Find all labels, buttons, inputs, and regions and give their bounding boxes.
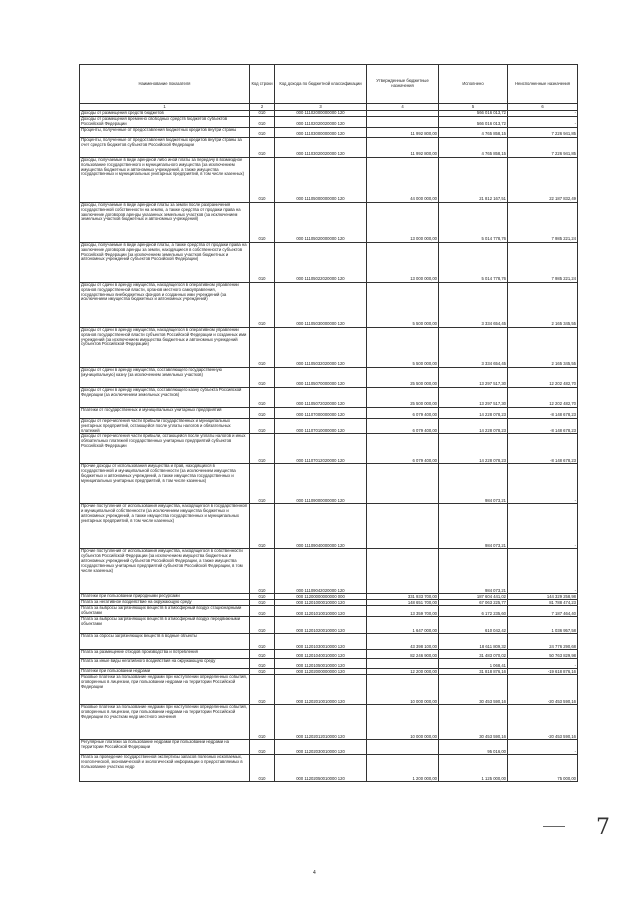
cell-name: Плата за размещение отходов производства и потребления xyxy=(80,650,250,659)
cell-approved: 44 000 000,00 xyxy=(367,157,439,202)
cell-done: 1 068,41 xyxy=(439,659,508,669)
cell-code: 010 xyxy=(250,242,275,282)
table-row xyxy=(80,600,578,606)
cell-bcode: 000 11107000000000 120 xyxy=(275,407,367,418)
cell-approved: 25 500 000,00 xyxy=(367,367,439,387)
cell-bcode: 000 11202050010000 120 xyxy=(275,755,367,782)
table-row xyxy=(80,594,578,600)
cell-left: - xyxy=(508,740,578,755)
pen-stroke xyxy=(543,826,565,827)
cell-name: Разовые платежи за пользование недрами при наступлении определенных событий, оговоренных в лицензии, при пользовании недрами на территории Российской Федерации xyxy=(80,675,250,705)
cell-bcode: 000 11102000000000 120 xyxy=(275,111,367,117)
cell-approved: 25 500 000,00 xyxy=(367,387,439,407)
cell-done: 31 483 070,02 xyxy=(439,650,508,659)
table-row xyxy=(80,137,578,157)
cell-name: Доходы от перечисления части прибыли государственных и муниципальных унитарных предприятий, остающейся после уплаты налогов и обязательных платежей xyxy=(80,418,250,434)
cell-approved: 6 079 400,00 xyxy=(367,418,439,434)
table-row xyxy=(80,606,578,617)
cell-code: 010 xyxy=(250,650,275,659)
column-number-row xyxy=(80,104,578,111)
cell-approved: 6 079 400,00 xyxy=(367,434,439,464)
cell-code: 010 xyxy=(250,111,275,117)
cell-approved: 6 079 400,00 xyxy=(367,407,439,418)
cell-code: 010 xyxy=(250,659,275,669)
cell-approved: 12 200 000,00 xyxy=(367,669,439,675)
cell-done: 984 073,21 xyxy=(439,504,508,549)
cell-left: - xyxy=(508,504,578,549)
table-row xyxy=(80,549,578,594)
cell-code: 010 xyxy=(250,740,275,755)
cell-done: 566 016 013,72 xyxy=(439,116,508,127)
cell-left: 7 226 941,85 xyxy=(508,127,578,137)
table-row xyxy=(80,504,578,549)
cell-left: 7 985 221,24 xyxy=(508,202,578,242)
cell-left: -8 148 678,23 xyxy=(508,418,578,434)
cell-code: 010 xyxy=(250,157,275,202)
cell-done: 187 604 441,02 xyxy=(439,594,508,600)
table-row xyxy=(80,157,578,202)
cell-left: 81 788 474,23 xyxy=(508,600,578,606)
table-row xyxy=(80,127,578,137)
cell-approved: 5 500 000,00 xyxy=(367,327,439,367)
cell-bcode: 000 11201050010000 120 xyxy=(275,659,367,669)
cell-bcode: 000 11102020020000 120 xyxy=(275,116,367,127)
cell-left: 12 202 482,70 xyxy=(508,387,578,407)
page-number: 4 xyxy=(313,870,316,876)
column-number: 1 xyxy=(80,104,250,111)
cell-approved xyxy=(367,504,439,549)
cell-left: 24 776 290,68 xyxy=(508,634,578,650)
cell-name: Прочие поступления от использования имущества, находящегося в государственной и муниципальной собственности (за исключением имущества бюджетных и автономных учреждений, а также имущества государственных и муниципальных унитарных предприятий, в том числе казенных) xyxy=(80,504,250,549)
column-number: 2 xyxy=(250,104,275,111)
cell-approved: 5 500 000,00 xyxy=(367,282,439,327)
cell-approved xyxy=(367,116,439,127)
table-row xyxy=(80,634,578,650)
cell-code: 010 xyxy=(250,127,275,137)
cell-left: - xyxy=(508,111,578,117)
cell-left: -20 453 590,16 xyxy=(508,675,578,705)
cell-bcode: 000 11105072020000 120 xyxy=(275,387,367,407)
cell-bcode: 000 11109042020000 120 xyxy=(275,549,367,594)
cell-name: Доходы от сдачи в аренду имущества, составляющего казну субъекта Российской Федерации (за исключением земельных участков) xyxy=(80,387,250,407)
cell-left: - xyxy=(508,549,578,594)
header-approved: Утвержденные бюджетные назначения xyxy=(367,65,439,104)
table-row xyxy=(80,755,578,782)
cell-bcode: 000 11105020000000 120 xyxy=(275,202,367,242)
table-body xyxy=(80,111,578,782)
cell-done: 1 125 000,00 xyxy=(439,755,508,782)
header-code: Код строки xyxy=(250,65,275,104)
cell-done: 31 818 876,16 xyxy=(439,669,508,675)
cell-name: Плата за проведение государственной экспертизы запасов полезных ископаемых, геологической, экономической и экологической информации о предоставляемых в пользование участках недр xyxy=(80,755,250,782)
cell-approved: 11 992 800,00 xyxy=(367,127,439,137)
cell-done: 13 297 517,30 xyxy=(439,367,508,387)
cell-left: 7 226 941,85 xyxy=(508,137,578,157)
table-row xyxy=(80,367,578,387)
table-row xyxy=(80,202,578,242)
cell-left: -8 148 678,23 xyxy=(508,407,578,418)
report-sheet xyxy=(79,64,577,782)
cell-name: Доходы от сдачи в аренду имущества, составляющего государственную (муниципальную) казну (за исключением земельных участков) xyxy=(80,367,250,387)
cell-name: Регулярные платежи за пользование недрами при пользовании недрами на территории Российской Федерации xyxy=(80,740,250,755)
cell-name: Платежи от государственных и муниципальных унитарных предприятий xyxy=(80,407,250,418)
cell-done: 30 453 590,16 xyxy=(439,675,508,705)
cell-left: -19 618 876,16 xyxy=(508,669,578,675)
cell-done: 67 063 225,77 xyxy=(439,600,508,606)
cell-code: 010 xyxy=(250,617,275,634)
cell-approved: 13 000 000,00 xyxy=(367,202,439,242)
cell-done: 984 073,21 xyxy=(439,464,508,504)
table-row xyxy=(80,282,578,327)
cell-code: 010 xyxy=(250,327,275,367)
cell-left: - xyxy=(508,464,578,504)
cell-left: 12 202 482,70 xyxy=(508,367,578,387)
cell-bcode: 000 11105022020000 120 xyxy=(275,242,367,282)
cell-code: 010 xyxy=(250,634,275,650)
cell-name: Разовые платежи за пользование недрами при наступлении определенных событий, оговоренных в лицензии, при пользовании недрами на территории Российской Федерации по участкам недр местного значения xyxy=(80,705,250,740)
cell-done: 5 014 778,76 xyxy=(439,202,508,242)
cell-code: 010 xyxy=(250,549,275,594)
cell-done: 5 014 778,76 xyxy=(439,242,508,282)
cell-approved: 148 651 700,00 xyxy=(367,600,439,606)
cell-code: 010 xyxy=(250,504,275,549)
table-row xyxy=(80,434,578,464)
table-row xyxy=(80,111,578,117)
column-number: 3 xyxy=(275,104,367,111)
cell-bcode: 000 11109000000000 120 xyxy=(275,464,367,504)
cell-name: Доходы от размещения средств бюджетов xyxy=(80,111,250,117)
cell-approved: 82 246 900,00 xyxy=(367,650,439,659)
cell-approved xyxy=(367,549,439,594)
cell-left: 7 187 464,40 xyxy=(508,606,578,617)
cell-done: 4 765 858,15 xyxy=(439,127,508,137)
table-row xyxy=(80,418,578,434)
cell-code: 010 xyxy=(250,137,275,157)
cell-approved: 1 647 000,00 xyxy=(367,617,439,634)
cell-code: 010 xyxy=(250,282,275,327)
cell-approved: 10 000 000,00 xyxy=(367,705,439,740)
cell-name: Прочие поступления от использования имущества, находящегося в собственности субъектов Российской Федерации (за исключением имущества бюджетных и автономных учреждений субъектов Российской Федерации, а также имущества государственных унитарных предприятий субъектов Российской Федерации, в том числе казенных) xyxy=(80,549,250,594)
cell-done: 14 228 078,23 xyxy=(439,407,508,418)
cell-bcode: 000 11201040010000 120 xyxy=(275,650,367,659)
cell-left: 2 165 345,55 xyxy=(508,327,578,367)
table-row xyxy=(80,116,578,127)
cell-bcode: 000 11107010000000 120 xyxy=(275,418,367,434)
cell-name: Плата за выбросы загрязняющих веществ в атмосферный воздух передвижными объектами xyxy=(80,617,250,634)
cell-bcode: 000 11105000000000 120 xyxy=(275,157,367,202)
cell-name: Плата за сбросы загрязняющих веществ в водные объекты xyxy=(80,634,250,650)
cell-approved: 11 992 800,00 xyxy=(367,137,439,157)
header-done: Исполнено xyxy=(439,65,508,104)
table-row xyxy=(80,327,578,367)
cell-done: 13 297 517,30 xyxy=(439,387,508,407)
cell-name: Прочие доходы от использования имущества и прав, находящихся в государственной и муниципальной собственности (за исключением имущества бюджетных и автономных учреждений, а также имущества государственных и муниципальных унитарных предприятий, в том числе казенных) xyxy=(80,464,250,504)
cell-done: 30 453 590,16 xyxy=(439,705,508,740)
cell-done: 3 334 654,45 xyxy=(439,327,508,367)
cell-name: Доходы, получаемые в виде арендной либо иной платы за передачу в возмездное пользование государственного и муниципального имущества (за исключением имущества бюджетных и автономных учреждений, а также имущества государственных и муниципальных унитарных предприятий, в том числе казенных) xyxy=(80,157,250,202)
cell-name: Платежи при пользовании природными ресурсами xyxy=(80,594,250,600)
cell-bcode: 000 11202012010000 120 xyxy=(275,705,367,740)
cell-code: 010 xyxy=(250,705,275,740)
cell-approved: 43 398 100,00 xyxy=(367,634,439,650)
header-row xyxy=(80,65,578,104)
cell-bcode: 000 11201000010000 120 xyxy=(275,600,367,606)
cell-approved xyxy=(367,740,439,755)
table-row xyxy=(80,705,578,740)
cell-code: 010 xyxy=(250,600,275,606)
cell-bcode: 000 11107012020000 120 xyxy=(275,434,367,464)
cell-code: 010 xyxy=(250,434,275,464)
cell-bcode: 000 11202000000000 120 xyxy=(275,669,367,675)
cell-left: -8 148 678,23 xyxy=(508,434,578,464)
cell-done: 14 228 078,23 xyxy=(439,434,508,464)
cell-approved: 10 000 000,00 xyxy=(367,675,439,705)
cell-code: 010 xyxy=(250,407,275,418)
cell-bcode: 000 11200000000000 000 xyxy=(275,594,367,600)
cell-name: Доходы от сдачи в аренду имущества, находящегося в оперативном управлении органов государственной власти субъектов Российской Федерации и созданных ими учреждений (за исключением имущества бюджетных и автономных учреждений субъектов Российской Федерации) xyxy=(80,327,250,367)
cell-code: 010 xyxy=(250,418,275,434)
cell-approved: 1 200 000,00 xyxy=(367,755,439,782)
header-budget-code: Код дохода по бюджетной классификации xyxy=(275,65,367,104)
table-row xyxy=(80,650,578,659)
cell-bcode: 000 11105070000000 120 xyxy=(275,367,367,387)
cell-left: 2 165 345,55 xyxy=(508,282,578,327)
cell-approved: 13 000 000,00 xyxy=(367,242,439,282)
cell-done: 984 073,21 xyxy=(439,549,508,594)
table-row xyxy=(80,617,578,634)
cell-name: Доходы от перечисления части прибыли, остающейся после уплаты налогов и иных обязательных платежей государственных унитарных предприятий субъектов Российской Федерации xyxy=(80,434,250,464)
cell-approved: 331 933 700,00 xyxy=(367,594,439,600)
cell-code: 010 xyxy=(250,464,275,504)
cell-bcode: 000 11201030010000 120 xyxy=(275,634,367,650)
cell-code: 010 xyxy=(250,669,275,675)
cell-left: 144 329 258,98 xyxy=(508,594,578,600)
cell-name: Проценты, полученные от предоставления бюджетных кредитов внутри страны за счет средств бюджетов субъектов Российской Федерации xyxy=(80,137,250,157)
cell-left: 1 036 957,58 xyxy=(508,617,578,634)
table-row xyxy=(80,387,578,407)
cell-code: 010 xyxy=(250,755,275,782)
table-row xyxy=(80,242,578,282)
cell-done: 4 765 858,15 xyxy=(439,137,508,157)
table-row xyxy=(80,659,578,669)
cell-code: 010 xyxy=(250,675,275,705)
header-name: Наименование показателя xyxy=(80,65,250,104)
cell-bcode: 000 11201010010000 120 xyxy=(275,606,367,617)
cell-bcode: 000 11103020020000 120 xyxy=(275,137,367,157)
cell-approved xyxy=(367,464,439,504)
cell-name: Проценты, полученные от предоставления бюджетных кредитов внутри страны xyxy=(80,127,250,137)
cell-bcode: 000 11105032020000 120 xyxy=(275,327,367,367)
cell-done: 21 812 167,51 xyxy=(439,157,508,202)
cell-done: 14 228 078,23 xyxy=(439,418,508,434)
cell-code: 010 xyxy=(250,202,275,242)
cell-approved xyxy=(367,659,439,669)
cell-name: Доходы, получаемые в виде арендной платы, а также средства от продажи права на заключение договоров аренды за земли, находящиеся в собственности субъектов Российской Федерации (за исключением земельных участков бюджетных и автономных учреждений субъектов Российской Федерации) xyxy=(80,242,250,282)
cell-left: - xyxy=(508,116,578,127)
cell-done: 610 042,42 xyxy=(439,617,508,634)
column-number: 5 xyxy=(439,104,508,111)
cell-code: 010 xyxy=(250,387,275,407)
table-row xyxy=(80,675,578,705)
table-row xyxy=(80,407,578,418)
cell-left: - xyxy=(508,659,578,669)
cell-bcode: 000 11202010010000 120 xyxy=(275,675,367,705)
cell-bcode: 000 11105030000000 120 xyxy=(275,282,367,327)
cell-done: 566 016 013,72 xyxy=(439,111,508,117)
table-row xyxy=(80,464,578,504)
header-left: Неисполненные назначения xyxy=(508,65,578,104)
cell-bcode: 000 11103000000000 120 xyxy=(275,127,367,137)
cell-name: Доходы, получаемые в виде арендной платы за земли после разграничения государственной собственности на землю, а также средства от продажи права на заключение договоров аренды указанных земельных участков (за исключением земельных участков бюджетных и автономных учреждений) xyxy=(80,202,250,242)
cell-done: 95 016,00 xyxy=(439,740,508,755)
cell-bcode: 000 11202030010000 120 xyxy=(275,740,367,755)
column-number: 6 xyxy=(508,104,578,111)
cell-name: Плата за выбросы загрязняющих веществ в атмосферный воздух стационарными объектами xyxy=(80,606,250,617)
cell-left: -20 453 590,16 xyxy=(508,705,578,740)
cell-left: 50 763 829,98 xyxy=(508,650,578,659)
cell-code: 010 xyxy=(250,594,275,600)
cell-done: 6 172 235,60 xyxy=(439,606,508,617)
cell-done: 18 611 809,32 xyxy=(439,634,508,650)
cell-name: Доходы от размещения временно свободных средств бюджетов субъектов Российской Федерации xyxy=(80,116,250,127)
cell-bcode: 000 11109040000000 120 xyxy=(275,504,367,549)
cell-name: Плата за негативное воздействие на окружающую среду xyxy=(80,600,250,606)
cell-name: Платежи при пользовании недрами xyxy=(80,669,250,675)
cell-left: 7 985 221,24 xyxy=(508,242,578,282)
handwritten-mark: 7 xyxy=(596,815,610,840)
cell-code: 010 xyxy=(250,606,275,617)
cell-code: 010 xyxy=(250,367,275,387)
cell-name: Плата за иные виды негативного воздействия на окружающую среду xyxy=(80,659,250,669)
income-table xyxy=(79,64,578,782)
cell-name: Доходы от сдачи в аренду имущества, находящегося в оперативном управлении органов государственной власти, органов местного самоуправления, государственных внебюджетных фондов и созданных ими учреждений (за исключением имущества бюджетных и автономных учреждений) xyxy=(80,282,250,327)
cell-left: 75 000,00 xyxy=(508,755,578,782)
table-row xyxy=(80,740,578,755)
cell-bcode: 000 11201020010000 120 xyxy=(275,617,367,634)
cell-left: 22 187 832,49 xyxy=(508,157,578,202)
cell-done: 3 334 654,45 xyxy=(439,282,508,327)
cell-approved: 13 359 700,00 xyxy=(367,606,439,617)
cell-code: 010 xyxy=(250,116,275,127)
column-number: 4 xyxy=(367,104,439,111)
